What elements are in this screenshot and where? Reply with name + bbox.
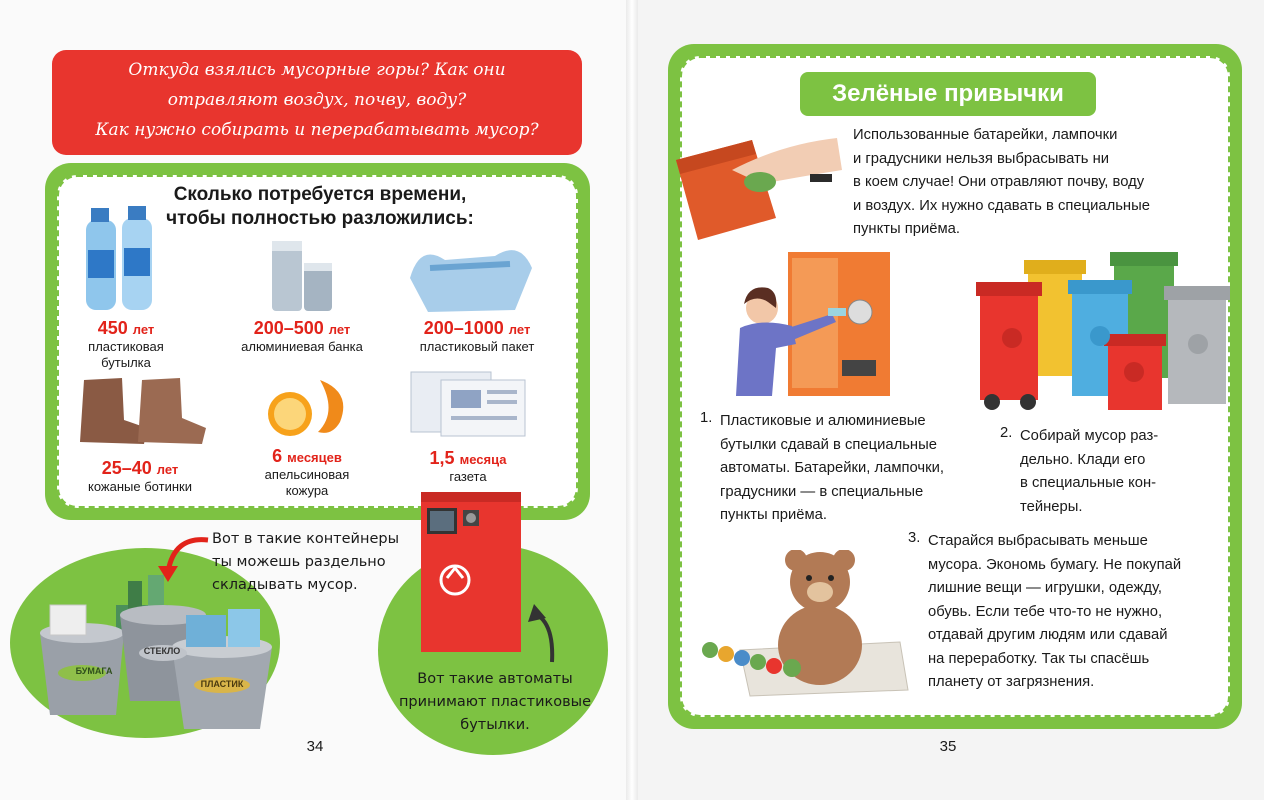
intro-line: пункты приёма. <box>853 221 960 237</box>
containers-caption <box>212 528 412 597</box>
caption-line: принимают пластиковые <box>398 694 592 710</box>
colored-recycling-bins-illustration <box>972 250 1242 420</box>
bin-label-glass: СТЕКЛО <box>143 646 181 656</box>
title-line: чтобы полностью разложились: <box>166 208 474 229</box>
decomp-item-newspaper <box>398 448 538 485</box>
tip-line: дельно. Клади его <box>1020 451 1146 468</box>
intro-paragraph <box>853 124 1223 242</box>
tip-3-text <box>928 530 1228 695</box>
book-gutter <box>626 0 638 800</box>
years-label: 1,5 месяца <box>429 448 507 468</box>
intro-line: и градусники нельзя выбрасывать ни <box>853 150 1110 167</box>
tip-number: 1. <box>700 410 713 426</box>
caption-line: Вот такие автоматы <box>417 671 573 687</box>
years-label: 200–500 лет <box>253 318 351 338</box>
questions-banner <box>52 50 582 155</box>
decomp-item-can <box>222 318 382 355</box>
girl-at-recycling-machine-illustration <box>722 248 897 398</box>
decomp-item-bottle <box>70 318 182 371</box>
newspaper-illustration <box>405 364 530 439</box>
item-name: газета <box>449 469 487 484</box>
decomp-item-orange <box>232 446 382 499</box>
tip-line: Собирай мусор раз- <box>1020 428 1159 444</box>
orange-peel-illustration <box>262 372 357 440</box>
tip-line: отдавай другим людям или сдавай <box>928 627 1168 643</box>
tip-line: планету от загрязнения. <box>928 674 1095 690</box>
item-name: пластиковая <box>88 339 164 354</box>
arrow-to-bins-icon <box>150 528 220 588</box>
page-number-right: 35 <box>939 738 957 755</box>
intro-line: в коем случае! Они отравляют почву, воду <box>853 174 1145 190</box>
section-heading: Зелёные привычки <box>800 72 1096 116</box>
caption-line: Вот в такие контейнеры <box>212 531 400 547</box>
tip-line: в специальные кон- <box>1020 475 1157 491</box>
years-label: 25–40 лет <box>101 458 179 478</box>
machine-caption <box>395 668 595 737</box>
tip-line: градусники — в специальные <box>720 483 924 500</box>
tip-number: 3. <box>908 530 921 546</box>
aluminium-cans-illustration <box>268 235 338 315</box>
item-name: бутылка <box>101 355 151 370</box>
battery-drop-box-illustration <box>672 130 847 245</box>
intro-line: и воздух. Их нужно сдавать в специальные <box>853 197 1150 214</box>
tip-line: мусора. Экономь бумагу. Не покупай <box>928 556 1182 573</box>
page-number-left: 34 <box>306 738 324 755</box>
decomp-item-boots <box>70 458 210 495</box>
item-name: кожаные ботинки <box>88 479 192 494</box>
plastic-bag-illustration <box>400 238 540 318</box>
decomp-item-bag <box>392 318 562 355</box>
bin-label-plastic: ПЛАСТИК <box>200 679 244 689</box>
banner-line: Откуда взялись мусорные горы? Как они <box>128 60 506 80</box>
tip-line: обувь. Если тебе что-то не нужно, <box>928 603 1163 620</box>
item-name: апельсиновая <box>264 467 350 482</box>
tip-2-text <box>1020 425 1180 519</box>
item-name: кожура <box>285 483 329 498</box>
tip-line: Старайся выбрасывать меньше <box>928 533 1148 549</box>
plastic-bottles-illustration <box>78 200 163 315</box>
tip-number: 2. <box>1000 425 1013 441</box>
tip-line: пункты приёма. <box>720 507 827 523</box>
tip-line: автоматы. Батарейки, лампочки, <box>720 460 944 476</box>
tip-line: лишние вещи — игрушки, одежду, <box>928 580 1163 596</box>
teddy-bear-with-toys-illustration <box>700 550 915 700</box>
tip-line: Пластиковые и алюминиевые <box>720 413 926 429</box>
caption-line: ты можешь раздельно <box>212 554 386 570</box>
decomposition-title <box>100 183 540 231</box>
years-label: 6 месяцев <box>272 446 342 466</box>
tip-line: бутылки сдавай в специальные <box>720 436 937 453</box>
banner-line: Как нужно собирать и перерабатывать мусор? <box>95 120 539 140</box>
title-line: Сколько потребуется времени, <box>173 184 467 205</box>
tip-1-text <box>720 410 980 528</box>
years-label: 200–1000 лет <box>423 318 531 338</box>
bottle-vending-machine-illustration <box>415 488 525 656</box>
banner-line: отравляют воздух, почву, воду? <box>167 90 467 110</box>
years-label: 450 лет <box>97 318 155 338</box>
caption-line: складывать мусор. <box>212 577 358 593</box>
arrow-to-machine-icon <box>522 598 562 668</box>
leather-boots-illustration <box>72 370 212 448</box>
tip-line: тейнеры. <box>1020 498 1083 515</box>
tip-line: на переработку. Так ты спасёшь <box>928 650 1150 667</box>
caption-line: бутылки. <box>460 717 530 733</box>
item-name: пластиковый пакет <box>419 339 535 354</box>
item-name: алюминиевая банка <box>241 339 363 354</box>
intro-line: Использованные батарейки, лампочки <box>853 127 1118 143</box>
bin-label-paper: БУМАГА <box>75 666 113 676</box>
